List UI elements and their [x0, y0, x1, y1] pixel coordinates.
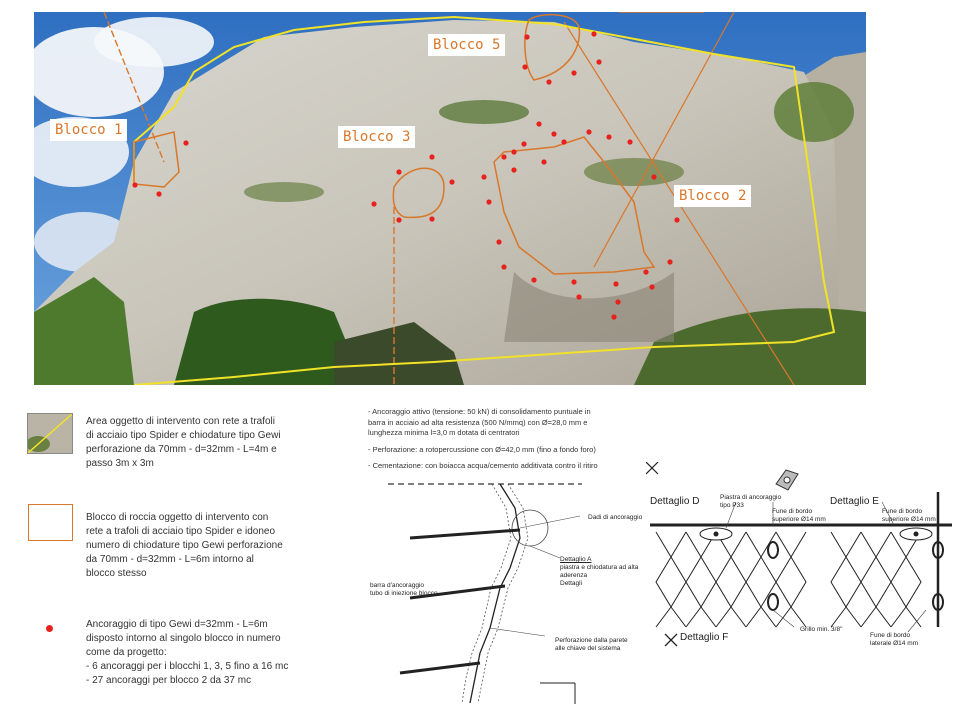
section-detail-line: piastra e chiodatura ad alta [560, 564, 639, 571]
legend-anchor-line: Ancoraggio di tipo Gewi d=32mm - L=6m [86, 619, 268, 630]
top-rope-e-label: Fune di bordo [882, 508, 923, 515]
legend-area-line: di acciaio tipo Spider e chiodature tipo Gewi [86, 430, 281, 441]
legend-anchor-line: disposto intorno al singolo blocco in numero [86, 633, 281, 644]
top-rope-d-label: superiore Ø14 mm [772, 516, 826, 523]
side-rope-label: laterale Ø14 mm [870, 640, 919, 647]
legend-anchor-text [86, 618, 288, 688]
plate-label: tipo P33 [720, 502, 744, 509]
section-left-label: barra d'ancoraggio [370, 582, 424, 589]
top-rope-d-label: Fune di bordo [772, 508, 813, 515]
legend-swatch-block [28, 504, 73, 541]
detail-f-icon-drawing [664, 633, 678, 647]
section-detail-line: aderenza [560, 572, 588, 579]
shackle-label: Grillo min. 3/8" [800, 626, 843, 633]
block-3-label: Blocco 3 [338, 126, 415, 148]
section-detail-title: Dettaglio A [560, 556, 592, 563]
top-rope-e-label: superiore Ø14 mm [882, 516, 936, 523]
section-left-label: tubo di iniezione blocco [370, 590, 438, 597]
legend-area-text [86, 415, 281, 471]
detail-f-icon [664, 632, 678, 646]
technical-notes [368, 407, 598, 472]
legend-anchor-line: come da progetto: [86, 647, 167, 658]
legend-area-line: perforazione da 70mm - d=32mm - L=4m e [86, 444, 277, 455]
note-line: - Ancoraggio attivo (tensione: 50 kN) di consolidamento puntuale in [368, 407, 591, 416]
block-1-label: Blocco 1 [50, 119, 127, 141]
detail-f-label: Dettaglio F [680, 632, 729, 643]
legend-area-line: Area oggetto di intervento con rete a trafoli [86, 416, 276, 427]
plate-label: Piastra di ancoraggio [720, 494, 782, 501]
section-bottom-label: Perforazione dalla parete [555, 637, 628, 644]
legend-area-line: passo 3m x 3m [86, 458, 154, 469]
legend-block-line: rete a trafoli di acciaio tipo Spider e idoneo [86, 526, 276, 537]
side-rope-label: Fune di bordo [870, 632, 911, 639]
legend-anchor-line: - 27 ancoraggi per blocco 2 da 37 mc [86, 675, 252, 686]
note-line: - Cementazione: con boiacca acqua/cemento additivata contro il ritiro [368, 461, 598, 470]
legend-block-line: da 70mm - d=32mm - L=6m intorno al [86, 554, 254, 565]
section-detail-line: Dettagli [560, 580, 583, 587]
legend-swatch-anchor [46, 625, 53, 632]
legend-anchor-line: - 6 ancoraggi per i blocchi 1, 3, 5 fino a 16 mc [86, 661, 289, 672]
cliff-photo [34, 12, 866, 385]
block-2-label: Blocco 2 [674, 185, 751, 207]
legend-block-line: Blocco di roccia oggetto di intervento con [86, 512, 269, 523]
legend-block-text [86, 511, 283, 581]
legend-swatch-area [27, 413, 73, 454]
section-bottom-label: alle chiave del sistema [555, 645, 621, 652]
legend-block-line: blocco stesso [86, 568, 147, 579]
section-label-anchor-nuts: Dadi di ancoraggio [588, 514, 643, 521]
plate-icon [776, 470, 798, 490]
note-line: - Perforazione: a rotopercussione con Ø=42,0 mm (fino a fondo foro) [368, 444, 596, 454]
block-5-label: Blocco 5 [428, 34, 505, 56]
legend-block-line: numero di chiodature tipo Gewi perforazione [86, 540, 283, 551]
note-line: barra in acciaio ad alta resistenza (500 N/mmq) con Ø=28,0 mm e [368, 417, 588, 427]
detail-e-label: Dettaglio E [830, 496, 879, 507]
note-line: lunghezza minima l=3,0 m dotata di centratori [368, 428, 520, 437]
legend-swatch-area-drawing [28, 414, 72, 453]
detail-d-label: Dettaglio D [650, 496, 700, 507]
